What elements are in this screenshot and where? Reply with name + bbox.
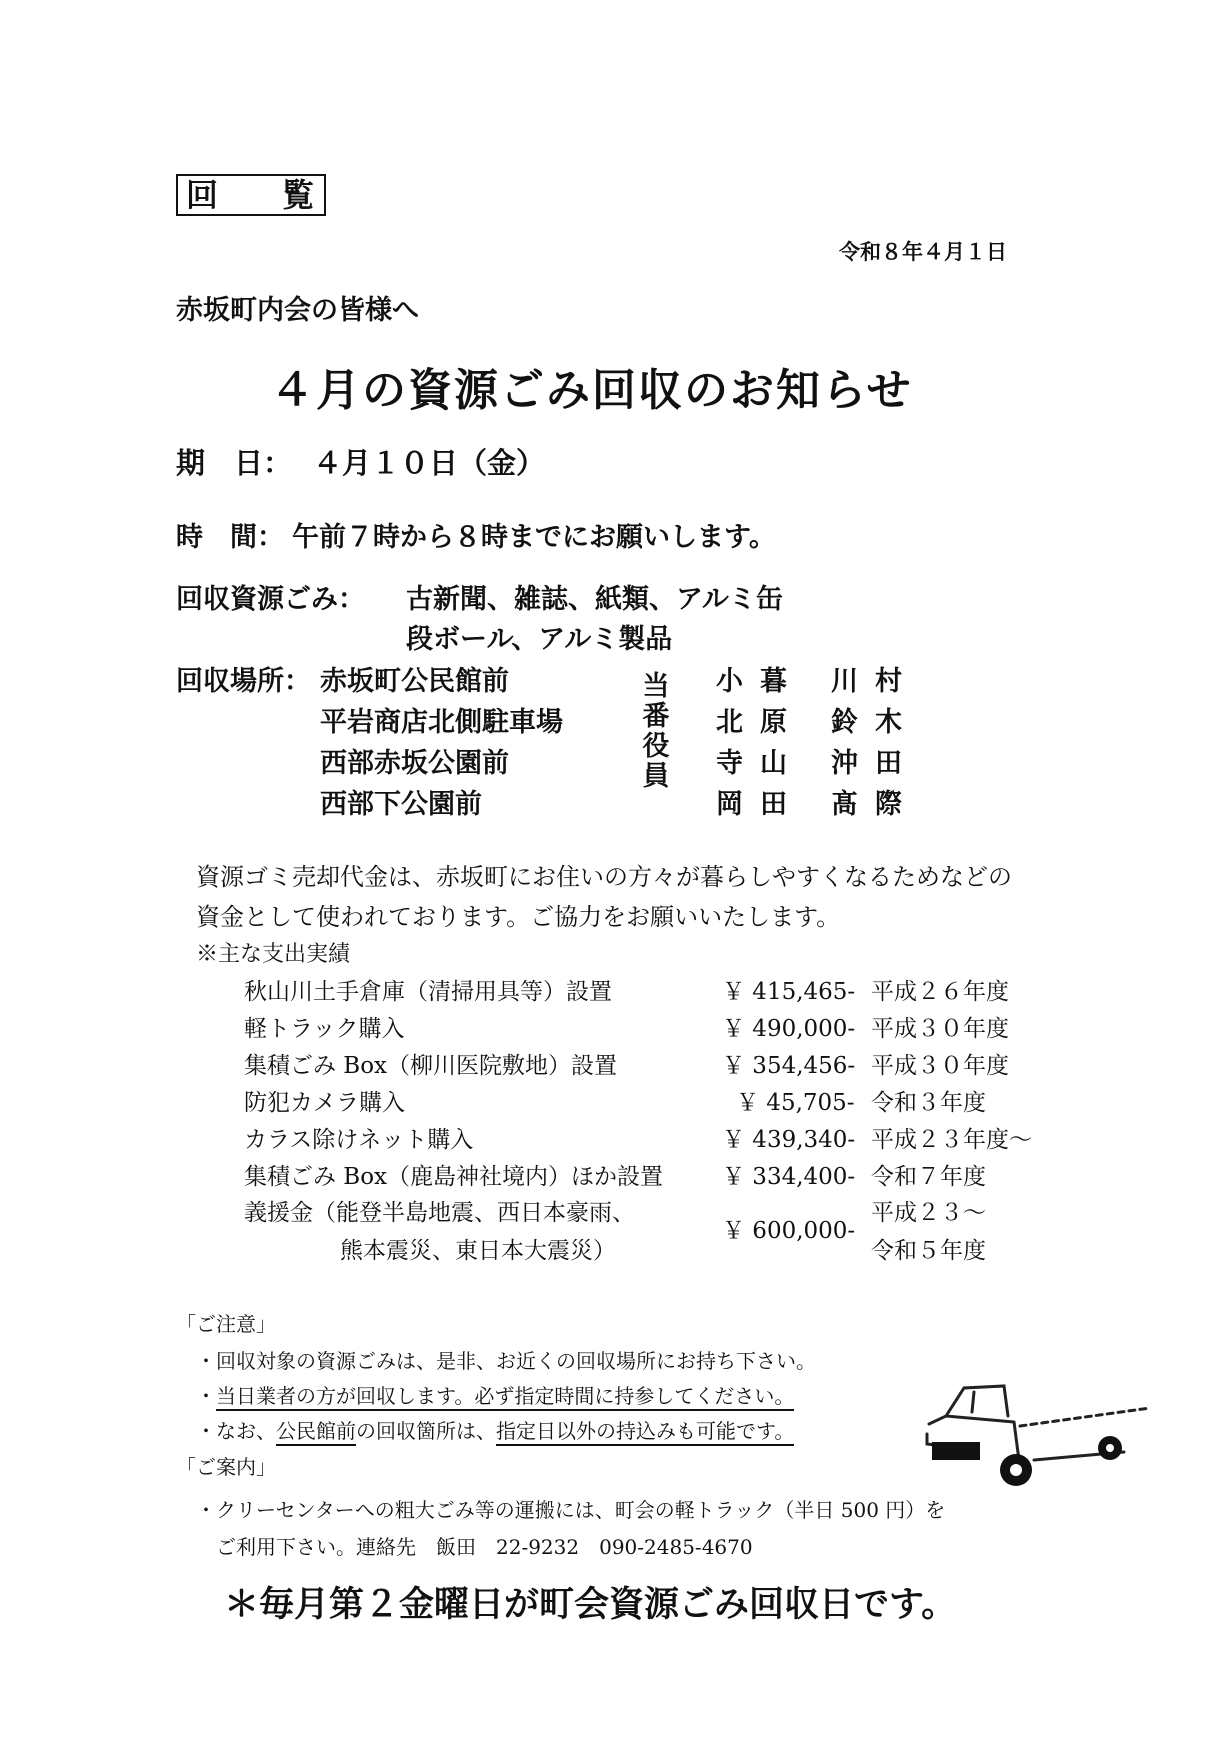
expense-amount: ￥ 45,705- (736, 1090, 855, 1116)
expense-item: 秋山川土手倉庫（清掃用具等）設置 (244, 979, 612, 1005)
date-label: 期 日： (176, 446, 293, 480)
caution-heading: 「ご注意」 (176, 1312, 276, 1336)
donation-item-line-1: 義援金（能登半島地震、西日本豪雨、 (244, 1200, 635, 1226)
guide-line-2: ご利用下さい。連絡先 飯田 22-9232 090-2485-4670 (216, 1535, 753, 1559)
expense-year: 平成２６年度 (871, 979, 1009, 1005)
expense-item: 集積ごみ Box（柳川医院敷地）設置 (244, 1053, 618, 1079)
location-2: 平岩商店北側駐車場 (320, 707, 563, 738)
duty-name-cell: 岡 (716, 789, 745, 820)
expense-amount: ￥ 415,465- (722, 979, 856, 1005)
addressee: 赤坂町内会の皆様へ (176, 295, 419, 326)
guide-line-1: ・クリーセンターへの粗大ごみ等の運搬には、町会の軽トラック（半日 500 円）を (196, 1498, 946, 1522)
issue-date: 令和８年４月１日 (839, 240, 1007, 264)
expense-item: カラス除けネット購入 (244, 1127, 474, 1153)
duty-name-cell: 小 (716, 666, 745, 697)
duty-name-cell: 暮 (760, 666, 789, 697)
duty-name-cell: 沖 (831, 748, 860, 779)
expense-amount: ￥ 354,456- (722, 1053, 856, 1079)
donation-year-line-2: 令和５年度 (871, 1238, 986, 1264)
donation-year-line-1: 平成２３～ (871, 1200, 986, 1226)
funds-paragraph-line-1: 資源ゴミ売却代金は、赤坂町にお住いの方々が暮らしやすくなるためなどの (196, 863, 1012, 891)
expense-amount: ￥ 490,000- (722, 1016, 856, 1042)
kairan-char-1: 回 (186, 176, 219, 214)
items-line-1: 古新聞、雑誌、紙類、アルミ缶 (406, 584, 783, 615)
date-value: ４月１０日（金） (313, 446, 546, 480)
funds-paragraph-line-2: 資金として使われております。ご協力をお願いいたします。 (196, 903, 841, 931)
time-value: 午前７時から８時までにお願いします。 (292, 522, 776, 553)
duty-name-cell: 鈴 (831, 707, 860, 738)
footer-notice: ＊毎月第２金曜日が町会資源ごみ回収日です。 (224, 1585, 957, 1625)
duty-officers-label: 当番役員 (642, 671, 670, 792)
expense-year: 令和３年度 (871, 1090, 986, 1116)
duty-name-cell: 北 (716, 707, 745, 738)
duty-name-cell: 木 (875, 707, 904, 738)
items-label: 回収資源ごみ： (176, 584, 365, 615)
duty-name-cell: 村 (875, 666, 904, 697)
duty-name-cell: 田 (760, 789, 789, 820)
page-title: ４月の資源ごみ回収のお知らせ (270, 365, 913, 416)
duty-name-cell: 川 (831, 666, 860, 697)
expense-amount: ￥ 439,340- (722, 1127, 856, 1153)
donation-item-line-2: 熊本震災、東日本大震災） (340, 1238, 616, 1264)
duty-name-cell: 寺 (716, 748, 745, 779)
time-label: 時 間： (176, 522, 284, 553)
caution-line-1: ・回収対象の資源ごみは、是非、お近くの回収場所にお持ち下さい。 (196, 1349, 816, 1373)
expense-year: 平成３０年度 (871, 1053, 1009, 1079)
duty-name-cell: 原 (760, 707, 789, 738)
guide-heading: 「ご案内」 (176, 1455, 276, 1479)
truck-icon (924, 1382, 1150, 1492)
duty-name-cell: 髙 (831, 789, 860, 820)
expense-year: 令和７年度 (871, 1164, 986, 1190)
items-line-2: 段ボール、アルミ製品 (406, 624, 673, 655)
location-3: 西部赤坂公園前 (320, 748, 509, 779)
kairan-char-2: 覧 (282, 176, 315, 214)
expense-year: 平成３０年度 (871, 1016, 1009, 1042)
expense-year: 平成２３年度～ (871, 1127, 1032, 1153)
donation-amount: ￥ 600,000- (722, 1218, 856, 1244)
caution-line-2-underlined: 当日業者の方が回収します。必ず指定時間に持参してください。 (216, 1384, 794, 1411)
kairan-stamp (176, 174, 326, 216)
locations-label: 回収場所： (176, 666, 311, 697)
caution-line-2: ・当日業者の方が回収します。必ず指定時間に持参してください。 (196, 1380, 794, 1409)
duty-name-cell: 山 (760, 748, 789, 779)
expense-item: 集積ごみ Box（鹿島神社境内）ほか設置 (244, 1164, 664, 1190)
expense-item: 防犯カメラ購入 (244, 1090, 405, 1116)
caution-line-3: ・なお、公民館前の回収箇所は、指定日以外の持込みも可能です。 (196, 1415, 794, 1444)
expense-item: 軽トラック購入 (244, 1016, 405, 1042)
location-4: 西部下公園前 (320, 789, 482, 820)
duty-name-cell: 際 (875, 789, 904, 820)
duty-name-cell: 田 (875, 748, 904, 779)
location-1: 赤坂町公民館前 (320, 666, 509, 697)
expenses-heading: ※主な支出実績 (196, 942, 351, 967)
expense-amount: ￥ 334,400- (722, 1164, 856, 1190)
